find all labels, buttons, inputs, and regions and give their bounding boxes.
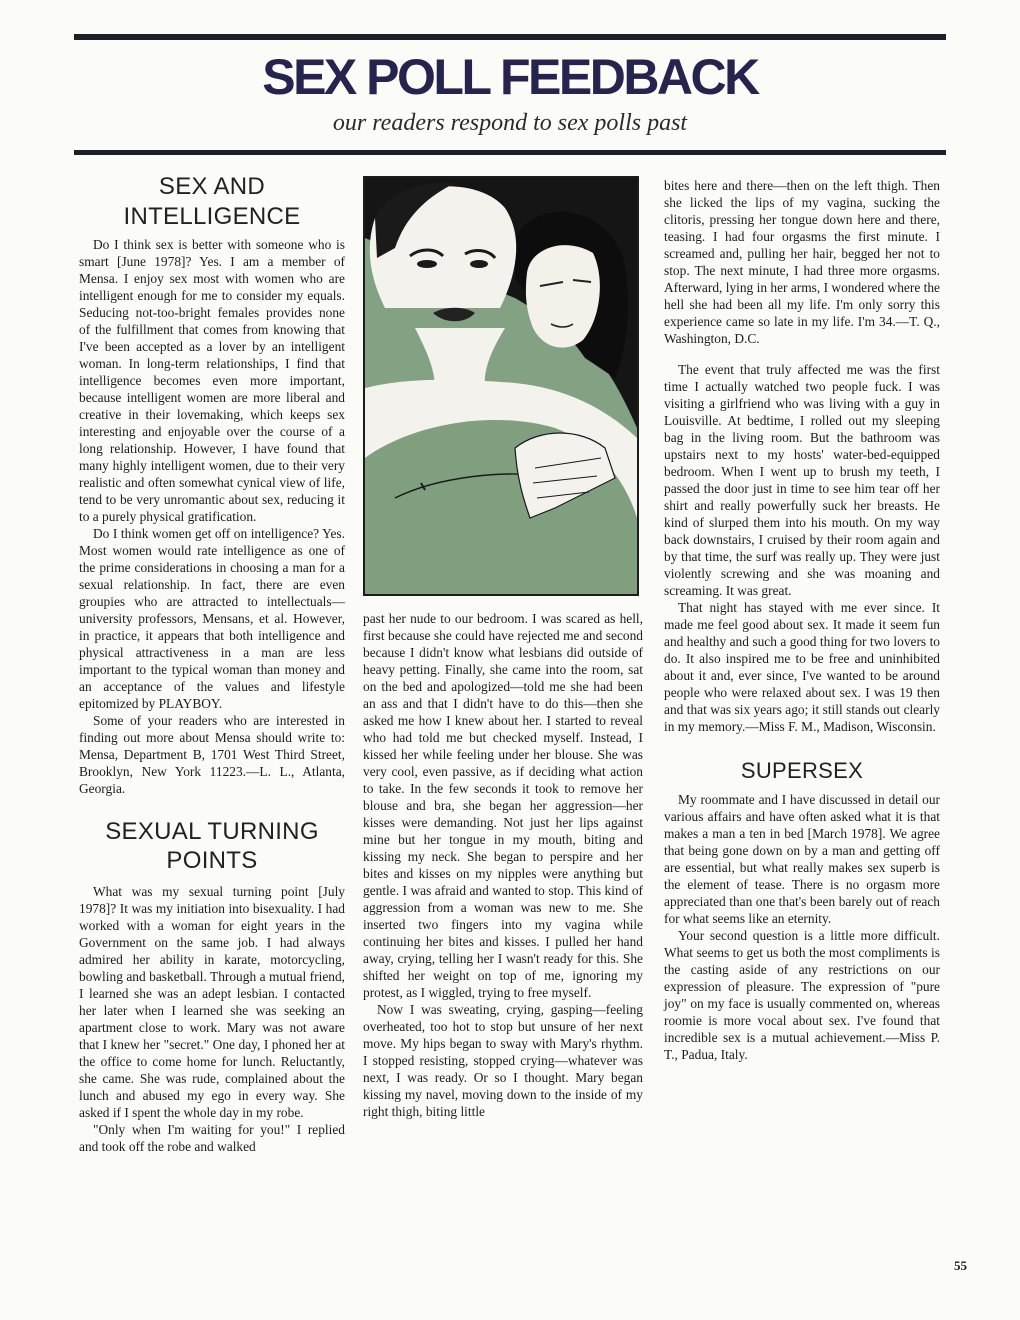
supersex-paragraph-1: My roommate and I have discussed in detail our various affairs and have often asked what it is that makes a man a ten in bed [March 1978]. We agree that being gone down on by a man and getting off are essential, but what really makes sex superb is the element of tease. There is no orgasm more appreciated than one that's been barely out of reach for what seems like an eternity. xyxy=(664,792,940,926)
page-number: 55 xyxy=(954,1258,967,1273)
bottom-rule xyxy=(74,150,946,155)
turning-paragraph-7: That night has stayed with me ever since. It made me feel good about sex. It made it seem fun and healthy and such a good thing for two lovers to do. It also inspired me to be free and uninhibited about it and, ever since, I've wanted to be around people who were relaxed about sex. I was 19 then and that was six years ago; it still stands out clearly in my memory.—Miss F. M., Madison, Wisconsin. xyxy=(664,600,940,734)
turning-paragraph-4: Now I was sweating, crying, gasping—feeling overheated, too hot to stop but unsure of her next move. My hips began to sway with Mary's rhythm. I stopped resisting, stopped crying—whatever was next, I was ready. Or so I thought. Mary began kissing my navel, moving down to the inside of my right thigh, biting little xyxy=(363,1002,643,1119)
turning-paragraph-5: bites here and there—then on the left thigh. Then she licked the lips of my vagina, sucking the clitoris, pressing her tongue down here and there, teasing. I had four orgasms the first minute. I screamed and, pulling her hair, begged her not to stop. The next minute, I had three more orgasms. Afterward, lying in her arms, I wondered where the hell she had been all my life. I'm only sorry this experience came so late in my life. I'm 34.—T. Q., Washington, D.C. xyxy=(664,178,940,346)
column-3 xyxy=(664,177,940,1063)
intelligence-paragraph-2: Do I think women get off on intelligence? Yes. Most women would rate intelligence as one of the prime considerations in choosing a man for a sexual relationship. In fact, there are even groupies who are attracted to intellectuals—university professors, Mensans, et al. However, in practice, it appears that both intelligence and physical attractiveness in a man are less important to the typical woman than money and an acceptance of the values and lifestyle epitomized by PLAYBOY. xyxy=(79,526,345,711)
top-rule xyxy=(74,34,946,40)
turning-paragraph-6: The event that truly affected me was the first time I actually watched two people fuck. I was visiting a girlfriend who was living with a guy in Louisville. At bedtime, I rolled out my sleeping bag in the living room. But the bathroom was upstairs next to my hosts' water-bed-equipped bedroom. When I went up to brush my teeth, I passed the door just in time to see him tear off her shirt and really powerfully suck her breasts. He kind of slurped them into his mouth. On my way back downstairs, I cruised by their room again and by that time, the surf was really up. They were just violently screwing and she was moaning and screaming. It was great. xyxy=(664,362,940,598)
column-1 xyxy=(79,172,345,1155)
section-heading-intelligence: SEX AND INTELLIGENCE xyxy=(123,173,301,230)
section-heading-turning-points: SEXUAL TURNING POINTS xyxy=(105,818,319,874)
masthead xyxy=(74,44,946,138)
intelligence-paragraph-3: Some of your readers who are interested in finding out more about Mensa should write to: Mensa, Department B, 1701 West Third Street, Brooklyn, New York 11223.—L. L., Atlanta, Georgia. xyxy=(79,713,345,796)
page-title: SEX POLL FEEDBACK xyxy=(262,49,758,105)
intelligence-paragraph-1: Do I think sex is better with someone who is smart [June 1978]? Yes. I am a member of Mensa. I enjoy sex most with women who are intelligent enough for me to consider my equals. Seducing not-too-bright females provides none of the fulfillment that comes from knowing that I've been accepted as a lover by an intelligent woman. In long-term relationships, I find that intelligence becomes even more important, because intelligent women are more liberal and creative in their lovemaking, which keeps sex interesting and enjoyable over the course of a long relationship. However, I have found that many highly intelligent women, due to their very realistic and often somewhat cynical view of life, tend to be very unromantic about sex, reducing it to a purely physical gratification. xyxy=(79,237,345,524)
turning-paragraph-2: "Only when I'm waiting for you!" I replied and took off the robe and walked xyxy=(79,1122,345,1154)
two-women-embrace-illustration xyxy=(365,178,637,594)
turning-paragraph-1: What was my sexual turning point [July 1978]? It was my initiation into bisexuality. I had worked with a woman for eight years in the Government on the same job. I had always admired her ability in karate, motorcycling, bowling and basketball. Through a mutual friend, I learned she was an adept lesbian. I contacted her later when I learned she was seeking an apartment close to work. Mary was not aware that I knew her "secret." One day, I phoned her at the office to come home for lunch. Reluctantly, she came. She was rude, complained about the lunch and abused my ego in every way. She asked if I spent the whole day in my robe. xyxy=(79,884,345,1120)
page-subtitle: our readers respond to sex polls past xyxy=(332,110,688,136)
column-2 xyxy=(363,176,643,1120)
supersex-paragraph-2: Your second question is a little more difficult. What seems to get us both the most compliments is the casting aside of any restrictions on our expression of pleasure. The expression of "pure joy" on my face is usually commented on, whereas roomie is more vocal about sex. I've found that incredible sex is a mutual achievement.—Miss P. T., Padua, Italy. xyxy=(664,928,940,1062)
turning-paragraph-3: past her nude to our bedroom. I was scared as hell, first because she could have rejected me and second because I didn't know what lesbians did outside of heavy petting. Finally, she came into the room, sat on the bed and apologized—told me she had been an ass and that I didn't have to do this—then she asked me how I knew about her. I started to reveal who had told me but checked myself. Instead, I kissed her while feeling under her blouse. She was very cool, even passive, as if deciding what action to take. In the few seconds it took to remove her blouse and bra, she began her aggression—her kisses were demanding. Not just her lips against mine but her tongue in my mouth, biting and kissing my neck. She began to perspire and her bites and kisses on my nipples were anything but gentle. I was afraid and wanted to stop. This kind of aggression from a woman was new to me. She inserted two fingers into my vagina while continuing her bites and kisses. I pulled her hand away, crying, telling her I wasn't ready for this. She shifted her weight on top of me, ignoring my protest, as I wiggled, trying to free myself. xyxy=(363,611,643,1000)
section-heading-supersex: SUPERSEX xyxy=(740,758,864,783)
illustration xyxy=(363,176,639,596)
